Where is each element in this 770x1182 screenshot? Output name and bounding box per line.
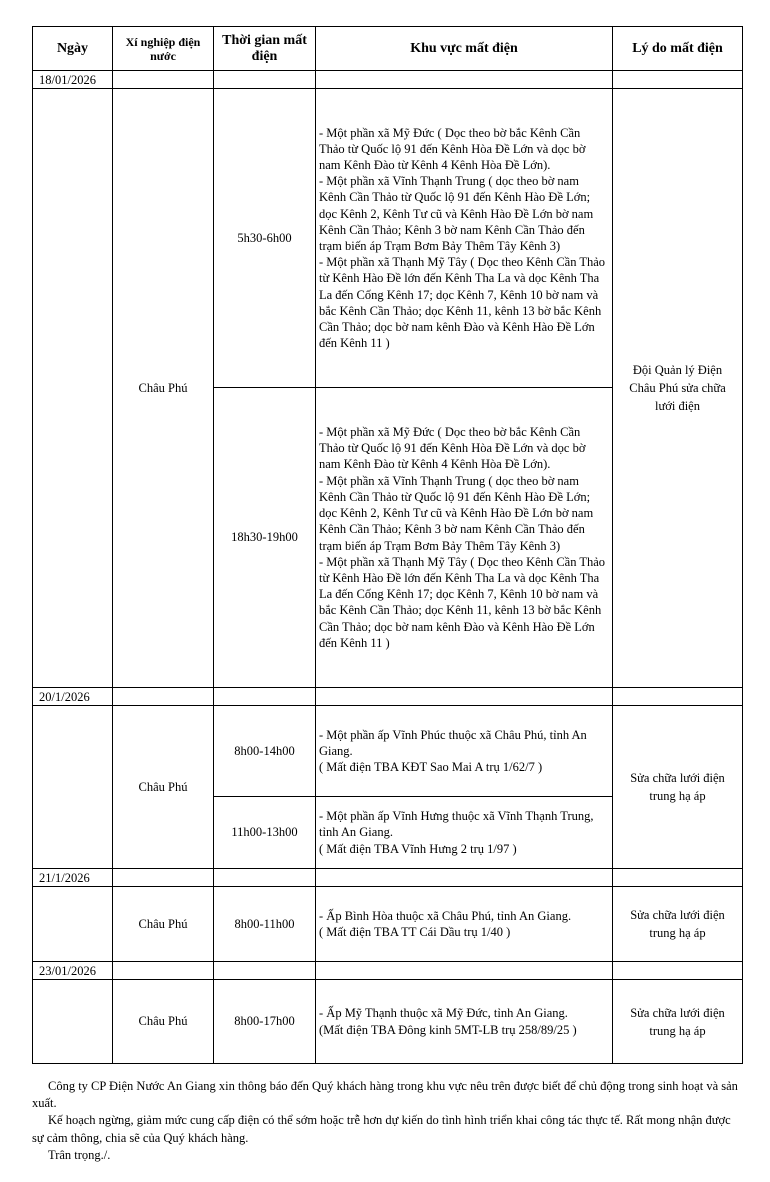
header-reason: Lý do mất điện [613, 27, 743, 71]
date-cell: 20/1/2026 [33, 688, 113, 706]
table-row [33, 980, 743, 1064]
area-text: - Ấp Bình Hòa thuộc xã Châu Phú, tỉnh An Giang. ( Mất điện TBA TT Cái Dầu trụ 1/40 ) [319, 908, 572, 939]
reason-cell: Sửa chữa lưới điện trung hạ áp [613, 706, 743, 869]
date-cell: 23/01/2026 [33, 962, 113, 980]
date-cell: 18/01/2026 [33, 71, 113, 89]
area-cell [316, 706, 613, 797]
header-unit: Xí nghiệp điện nước [113, 27, 214, 71]
area-cell [316, 980, 613, 1064]
unit-cell: Châu Phú [113, 887, 214, 962]
time-cell: 11h00-13h00 [214, 797, 316, 869]
footer-closing: Trân trọng./. [48, 1147, 111, 1162]
date-cell: 21/1/2026 [33, 869, 113, 887]
area-cell [316, 887, 613, 962]
time-cell: 8h00-14h00 [214, 706, 316, 797]
date-row [33, 71, 743, 89]
header-area: Khu vực mất điện [316, 27, 613, 71]
unit-cell: Châu Phú [113, 89, 214, 688]
area-text: - Một phần ấp Vĩnh Phúc thuộc xã Châu Phú, tỉnh An Giang. ( Mất điện TBA KĐT Sao Mai A trụ 1/62/7 ) [319, 727, 587, 775]
header-time: Thời gian mất điện [214, 27, 316, 71]
table-row [33, 887, 743, 962]
area-text: - Ấp Mỹ Thạnh thuộc xã Mỹ Đức, tỉnh An Giang. (Mất điện TBA Đông kinh 5MT-LB trụ 258/89/25 ) [319, 1006, 577, 1037]
footer-notice [32, 1078, 742, 1164]
footer-paragraph-2: Kế hoạch ngừng, giảm mức cung cấp điện có thể sớm hoặc trễ hơn dự kiến do tình hình triển khai công tác thực tế. Rất mong nhận được sự cảm thông, chia sẽ của Quý khách hàng. [32, 1113, 731, 1145]
reason-cell: Sửa chữa lưới điện trung hạ áp [613, 887, 743, 962]
time-cell: 8h00-17h00 [214, 980, 316, 1064]
date-row [33, 962, 743, 980]
area-cell [316, 797, 613, 869]
area-text: - Một phần ấp Vĩnh Hưng thuộc xã Vĩnh Thạnh Trung, tỉnh An Giang. ( Mất điện TBA Vĩnh Hưng 2 trụ 1/97 ) [319, 809, 594, 856]
header-date: Ngày [33, 27, 113, 71]
footer-paragraph-1: Công ty CP Điện Nước An Giang xin thông báo đến Quý khách hàng trong khu vực nêu trên được biết để chủ động trong sinh hoạt và sản xuất. [32, 1079, 738, 1111]
area-text: - Một phần xã Mỹ Đức ( Dọc theo bờ bắc Kênh Cần Thảo từ Quốc lộ 91 đến Kênh Hòa Đề Lớn và dọc bờ nam Kênh Đào từ Kênh 4 Kênh Hòa Đề Lớn). - Một phần xã Vĩnh Thạnh Trung ( dọc theo bờ nam Kênh Cần Thảo từ Quốc lộ 91 đến Kênh Hào Đề Lớn; dọc Kênh 2, Kênh Tư cũ và Kênh Hào Đề Lớn bờ nam Kênh Cần Thảo; Kênh 3 bờ nam Kênh Cần Thảo đến trạm biến áp Trạm Bơm Bảy Thêm Tây Kênh 3) - Một phần xã Thạnh Mỹ Tây ( Dọc theo Kênh Cần Thảo từ Kênh Hào Đề lớn đến Kênh Tha La và dọc Kênh Tha La đến Cống Kênh 17; dọc Kênh 7, Kênh 10 bờ nam và bắc Kênh Cần Thảo; dọc Kênh 11, kênh 13 bờ bắc Kênh Cần Thảo; dọc bờ nam kênh Đào và Kênh Hào Đề Lớn đến Kênh 11 ) [319, 125, 606, 351]
area-cell [316, 388, 613, 688]
date-row [33, 869, 743, 887]
area-text: - Một phần xã Mỹ Đức ( Dọc theo bờ bắc Kênh Cần Thảo từ Quốc lộ 91 đến Kênh Hòa Đề Lớn và dọc bờ nam Kênh Đào từ Kênh 4 Kênh Hòa Đề Lớn). - Một phần xã Vĩnh Thạnh Trung ( dọc theo bờ nam Kênh Cần Thảo từ Quốc lộ 91 đến Kênh Hào Đề Lớn; dọc Kênh 2, Kênh Tư cũ và Kênh Hào Đề Lớn bờ nam Kênh Cần Thảo; Kênh 3 bờ nam Kênh Cần Thảo đến trạm biến áp Trạm Bơm Bảy Thêm Tây Kênh 3) - Một phần xã Thạnh Mỹ Tây ( Dọc theo Kênh Cần Thảo từ Kênh Hào Đề lớn đến Kênh Tha La và dọc Kênh Tha La đến Cống Kênh 17; dọc Kênh 7, Kênh 10 bờ nam và bắc Kênh Cần Thảo; dọc Kênh 11, kênh 13 bờ bắc Kênh Cần Thảo; dọc bờ nam kênh Đào và Kênh Hào Đề Lớn đến Kênh 11 ) [319, 425, 606, 650]
reason-cell: Sửa chữa lưới điện trung hạ áp [613, 980, 743, 1064]
time-cell: 5h30-6h00 [214, 89, 316, 388]
power-outage-table [32, 26, 743, 1064]
date-row [33, 688, 743, 706]
table-row [33, 706, 743, 797]
time-cell: 8h00-11h00 [214, 887, 316, 962]
reason-cell: Đội Quản lý Điện Châu Phú sửa chữa lưới điện [613, 89, 743, 688]
area-cell [316, 89, 613, 388]
time-cell: 18h30-19h00 [214, 388, 316, 688]
unit-cell: Châu Phú [113, 706, 214, 869]
unit-cell: Châu Phú [113, 980, 214, 1064]
table-row [33, 89, 743, 388]
